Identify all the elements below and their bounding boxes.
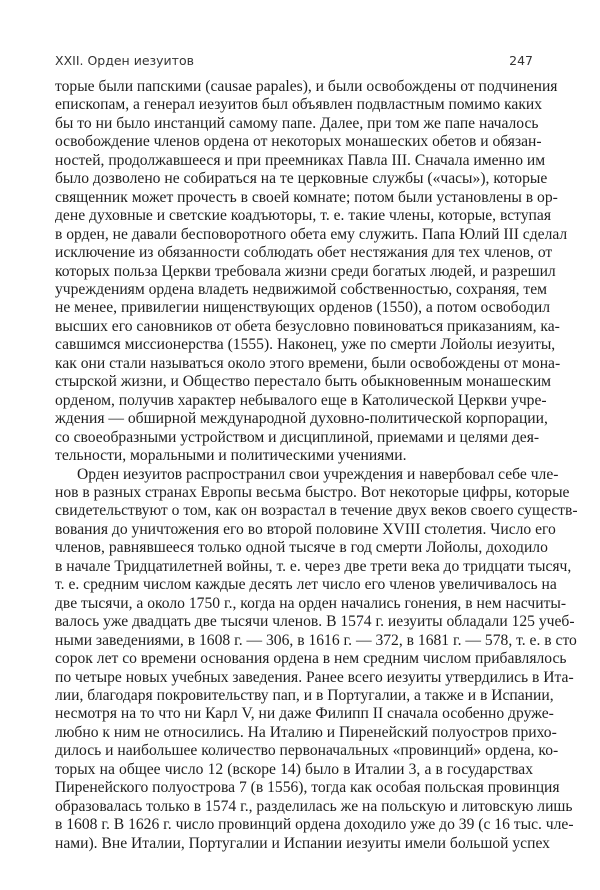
text-line: в орден, не давали бесповоротного обета ему служить. Папа Юлий III сделал xyxy=(55,225,568,243)
text-line: бы то ни было инстанций самому папе. Далее, при том же папе началось xyxy=(55,114,539,132)
text-line: дене духовные и светские коадъюторы, т. е. такие члены, которые, вступая xyxy=(55,207,551,225)
text-line: тельности, моральными и политическими учениями. xyxy=(55,447,407,465)
text-line: нов в разных странах Европы весьма быстро. Вот некоторые цифры, которые xyxy=(55,483,570,501)
text-line: со своеобразными устройством и дисциплиной, приемами и целями дея- xyxy=(55,428,540,446)
paragraph xyxy=(55,465,578,854)
text-line: свидетельствуют о том, как он возрастал в течение двух веков своего существ- xyxy=(55,502,578,520)
text-line: в начале Тридцатилетней войны, т. е. через две трети века до тридцати тысяч, xyxy=(55,557,572,575)
text-line: исключение из обязанности соблюдать обет нестяжания для тех членов, от xyxy=(55,244,553,262)
text-line: высших его сановников от обета безусловно повиноваться приказаниям, ка- xyxy=(55,317,560,335)
text-line: в 1608 г. В 1626 г. число провинций ордена доходило уже до 39 (с 16 тыс. чле- xyxy=(55,816,574,834)
text-line: учреждениям ордена владеть недвижимой собственностью, сохраняя, тем xyxy=(55,280,547,298)
text-line: торых на общее число 12 (вскоре 14) было в Италии 3, а в государствах xyxy=(55,760,533,778)
text-line: вования до уничтожения его во второй половине XVIII столетия. Число его xyxy=(55,520,556,538)
page-number: 247 xyxy=(509,53,533,68)
text-line: несмотря на то что ни Карл V, ни даже Филипп II сначала особенно друже- xyxy=(55,705,554,723)
text-line: савшимся миссионерства (1555). Наконец, уже по смерти Лойолы иезуиты, xyxy=(55,336,556,354)
text-line: епископам, а генерал иезуитов был объявлен подвластным помимо каких xyxy=(55,96,543,114)
text-line: дилось и наибольшее количество первоначальных «провинций» ордена, ко- xyxy=(55,742,559,760)
text-line: две тысячи, а около 1750 г., когда на орден начались гонения, в нем насчиты- xyxy=(55,594,567,612)
text-line: образовалась только в 1574 г., разделилась же на польскую и литовскую лишь xyxy=(55,797,573,815)
text-line: ными заведениями, в 1608 г. — 306, в 1616 г. — 372, в 1681 г. — 578, т. е. в сто xyxy=(55,631,577,649)
text-line: по четыре новых учебных заведения. Ранее всего иезуиты утвердились в Ита- xyxy=(55,668,574,686)
text-line: лии, благодаря покровительству пап, и в Португалии, а также и в Испании, xyxy=(55,686,554,704)
text-line: т. е. средним числом каждые десять лет число его членов увеличивалось на xyxy=(55,576,557,594)
body-text xyxy=(55,78,578,853)
text-line: священник может прочесть в своей комнате; потом были установлены в ор- xyxy=(55,188,558,206)
paragraph xyxy=(55,78,568,466)
text-line: как они стали называться около этого времени, были освобождены от мона- xyxy=(55,354,561,372)
text-line: Пиренейского полуострова 7 (в 1556), тогда как особая польская провинция xyxy=(55,779,560,797)
text-line: орденом, получив характер небывалого еще в Католической Церкви учре- xyxy=(55,391,547,409)
text-line: не менее, привилегии нищенствующих орденов (1550), а потом освободил xyxy=(55,299,550,317)
text-line: ждения — обширной международной духовно-политической корпорации, xyxy=(55,410,548,428)
running-header xyxy=(55,53,533,71)
text-line: любно к ним не относились. На Италию и Пиренейский полуостров прихо- xyxy=(55,723,557,741)
chapter-title: XXII. Орден иезуитов xyxy=(55,53,194,68)
text-line: освобождение членов ордена от некоторых монашеских обетов и обязан- xyxy=(55,133,542,151)
text-line: нами). Вне Италии, Португалии и Испании иезуиты имели большой успех xyxy=(55,834,550,852)
text-line: валось уже двадцать две тысячи членов. В 1574 г. иезуиты обладали 125 учеб- xyxy=(55,613,575,631)
text-line: Орден иезуитов распространил свои учреждения и навербовал себе чле- xyxy=(77,465,559,483)
text-line: торые были папскими (causae papales), и были освобождены от подчинения xyxy=(55,78,558,95)
text-line: стырской жизни, и Общество перестало быть обыкновенным монашеским xyxy=(55,373,552,391)
text-line: которых польза Церкви требовала жизни среди богатых людей, и разрешил xyxy=(55,262,556,280)
text-line: ностей, продолжавшееся и при преемниках Павла III. Сначала именно им xyxy=(55,151,546,169)
text-line: членов, равнявшееся только одной тысяче в год смерти Лойолы, доходило xyxy=(55,539,548,557)
text-line: было дозволено не собираться на те церковные службы («часы»), которые xyxy=(55,170,548,188)
text-line: сорок лет со времени основания ордена в нем средним числом прибавлялось xyxy=(55,650,567,668)
